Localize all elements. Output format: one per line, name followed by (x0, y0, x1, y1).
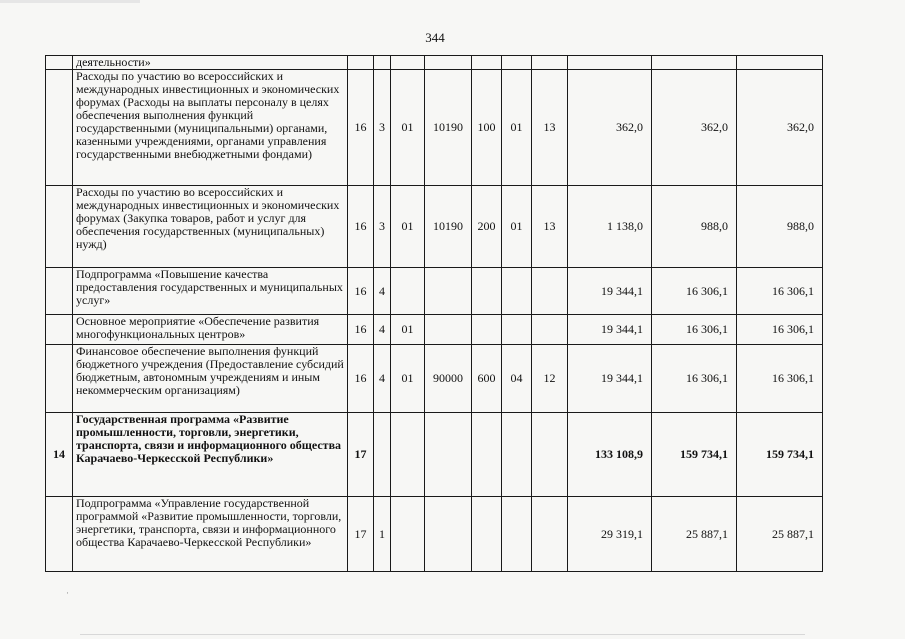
table-row (46, 70, 823, 186)
table-row (46, 268, 823, 315)
budget-code-cell: 1 (374, 497, 391, 572)
budget-code-cell (391, 56, 425, 70)
row-description: Подпрограмма «Управление государственной программой «Развитие промышленности, торговли, энергетики, транспорта, связи и информационного общества Карачаево-Черкесской Республики» (73, 497, 348, 572)
budget-code-cell: 16 (348, 315, 374, 345)
budget-code-cell: 16 (348, 186, 374, 268)
amount-cell: 159 734,1 (737, 413, 823, 497)
amount-cell (652, 56, 737, 70)
budget-code-cell: 12 (532, 345, 568, 413)
table-row (46, 56, 823, 70)
row-number (46, 315, 73, 345)
budget-code-cell: 3 (374, 186, 391, 268)
amount-cell: 1 138,0 (568, 186, 652, 268)
scan-edge-mark (0, 0, 140, 3)
budget-code-cell (472, 56, 502, 70)
row-description: деятельности» (73, 56, 348, 70)
scan-dot: · (66, 588, 69, 598)
budget-code-cell: 01 (391, 345, 425, 413)
budget-code-cell: 16 (348, 70, 374, 186)
budget-code-cell: 17 (348, 497, 374, 572)
budget-code-cell: 01 (391, 70, 425, 186)
budget-code-cell: 16 (348, 345, 374, 413)
row-description: Финансовое обеспечение выполнения функций бюджетного учреждения (Предоставление субсидий бюджетным, автономным учреждениям и иным некоммерческим организациям) (73, 345, 348, 413)
budget-code-cell (502, 315, 532, 345)
budget-code-cell: 4 (374, 268, 391, 315)
table-body (46, 56, 823, 572)
row-number: 14 (46, 413, 73, 497)
row-number (46, 345, 73, 413)
amount-cell: 16 306,1 (737, 345, 823, 413)
budget-code-cell (391, 413, 425, 497)
row-description: Расходы по участию во всероссийских и международных инвестиционных и экономических форумах (Закупка товаров, работ и услуг для обеспечения государственных (муниципальных) нужд) (73, 186, 348, 268)
amount-cell: 19 344,1 (568, 315, 652, 345)
table-row (46, 345, 823, 413)
amount-cell: 988,0 (737, 186, 823, 268)
budget-code-cell: 10190 (425, 70, 472, 186)
budget-code-cell (472, 413, 502, 497)
budget-code-cell (391, 497, 425, 572)
amount-cell: 25 887,1 (737, 497, 823, 572)
table-row (46, 413, 823, 497)
row-number (46, 268, 73, 315)
row-description: Подпрограмма «Повышение качества предоставления государственных и муниципальных услуг» (73, 268, 348, 315)
row-description: Расходы по участию во всероссийских и международных инвестиционных и экономических форумах (Расходы на выплаты персоналу в целях обеспечения выполнения функций государственными (муниципальными) органами, казенными учреждениями, органами управления государственными внебюджетными фондами) (73, 70, 348, 186)
row-description: Государственная программа «Развитие промышленности, торговли, энергетики, транспорта, связи и информационного общества Карачаево-Черкесской Республики» (73, 413, 348, 497)
amount-cell: 988,0 (652, 186, 737, 268)
amount-cell: 159 734,1 (652, 413, 737, 497)
budget-code-cell: 13 (532, 186, 568, 268)
budget-code-cell (532, 497, 568, 572)
budget-code-cell: 4 (374, 345, 391, 413)
budget-code-cell (532, 413, 568, 497)
budget-code-cell (374, 413, 391, 497)
budget-code-cell: 01 (391, 186, 425, 268)
amount-cell (737, 56, 823, 70)
amount-cell (568, 56, 652, 70)
budget-code-cell: 13 (532, 70, 568, 186)
budget-code-cell: 3 (374, 70, 391, 186)
amount-cell: 29 319,1 (568, 497, 652, 572)
row-description: Основное мероприятие «Обеспечение развития многофункциональных центров» (73, 315, 348, 345)
amount-cell: 16 306,1 (737, 268, 823, 315)
budget-code-cell: 4 (374, 315, 391, 345)
amount-cell: 19 344,1 (568, 345, 652, 413)
table-row (46, 497, 823, 572)
budget-code-cell (425, 268, 472, 315)
amount-cell: 16 306,1 (737, 315, 823, 345)
budget-code-cell: 90000 (425, 345, 472, 413)
page-number: 344 (425, 30, 445, 45)
amount-cell: 362,0 (568, 70, 652, 186)
budget-code-cell: 200 (472, 186, 502, 268)
budget-code-cell: 16 (348, 268, 374, 315)
table-row (46, 186, 823, 268)
budget-code-cell (391, 268, 425, 315)
amount-cell: 19 344,1 (568, 268, 652, 315)
budget-code-cell: 600 (472, 345, 502, 413)
budget-code-cell (472, 268, 502, 315)
budget-code-cell: 17 (348, 413, 374, 497)
budget-code-cell (532, 315, 568, 345)
budget-code-cell (425, 56, 472, 70)
budget-code-cell (502, 56, 532, 70)
budget-code-cell: 10190 (425, 186, 472, 268)
amount-cell: 16 306,1 (652, 345, 737, 413)
budget-code-cell (472, 315, 502, 345)
budget-code-cell (425, 497, 472, 572)
budget-code-cell (425, 315, 472, 345)
budget-code-cell (532, 56, 568, 70)
amount-cell: 362,0 (652, 70, 737, 186)
budget-code-cell (502, 497, 532, 572)
row-number (46, 186, 73, 268)
budget-code-cell (374, 56, 391, 70)
budget-code-cell (425, 413, 472, 497)
amount-cell: 362,0 (737, 70, 823, 186)
budget-table (45, 55, 823, 572)
budget-code-cell (502, 413, 532, 497)
budget-code-cell: 01 (502, 70, 532, 186)
amount-cell: 16 306,1 (652, 268, 737, 315)
table-row (46, 315, 823, 345)
budget-code-cell (472, 497, 502, 572)
row-number (46, 56, 73, 70)
scan-bottom-line (80, 634, 805, 635)
budget-code-cell (532, 268, 568, 315)
row-number (46, 70, 73, 186)
row-number (46, 497, 73, 572)
budget-code-cell: 01 (391, 315, 425, 345)
budget-code-cell: 01 (502, 186, 532, 268)
budget-code-cell (502, 268, 532, 315)
budget-code-cell: 100 (472, 70, 502, 186)
budget-code-cell (348, 56, 374, 70)
amount-cell: 16 306,1 (652, 315, 737, 345)
amount-cell: 25 887,1 (652, 497, 737, 572)
budget-code-cell: 04 (502, 345, 532, 413)
amount-cell: 133 108,9 (568, 413, 652, 497)
